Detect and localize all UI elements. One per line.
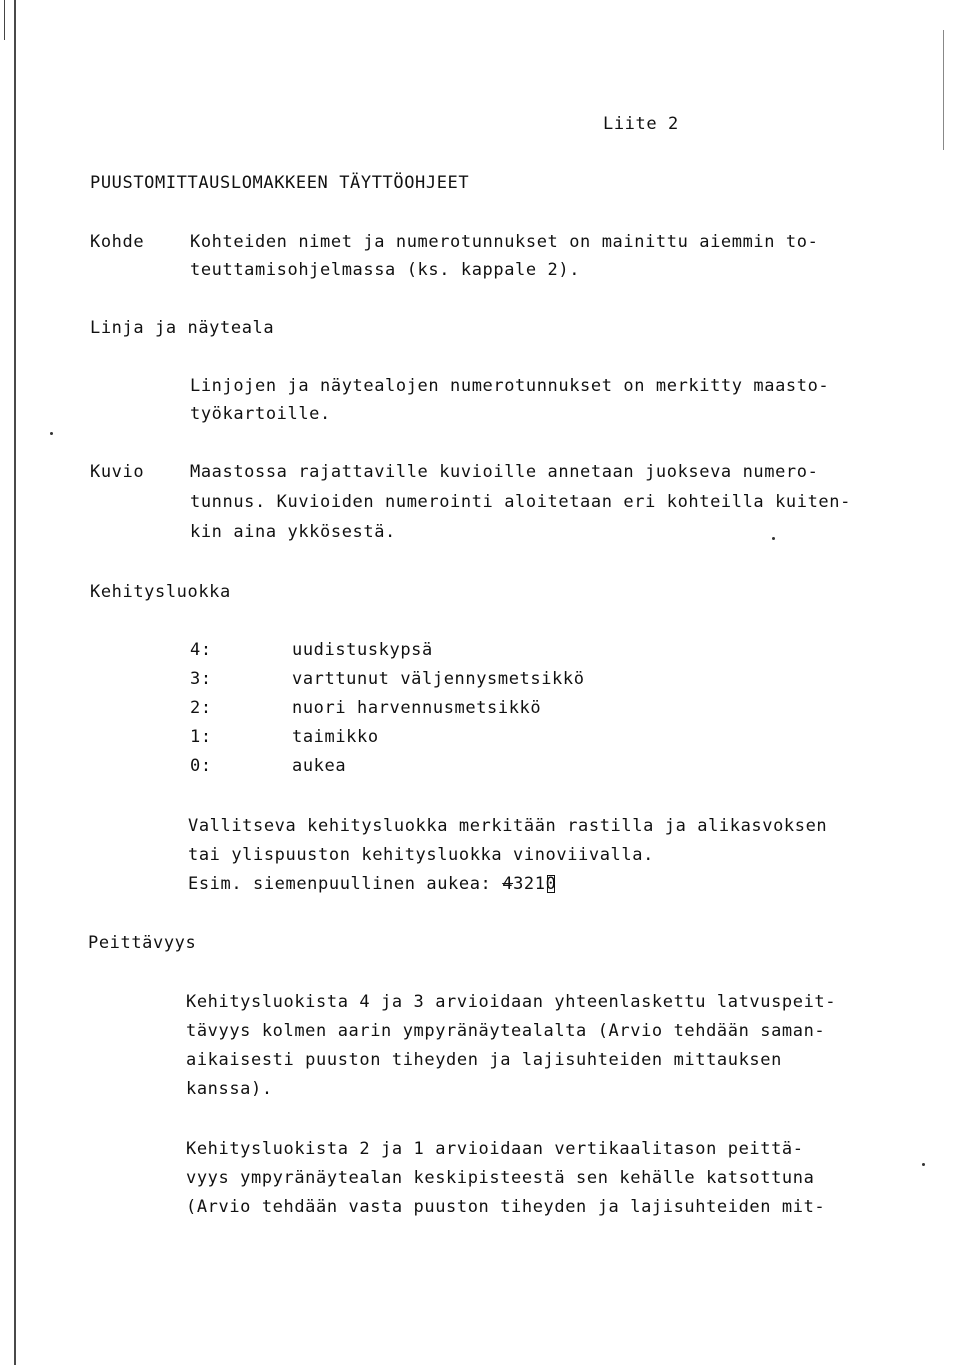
- appendix-label: Liite 2: [603, 114, 679, 134]
- section-label-linja: Linja ja näyteala: [90, 318, 275, 338]
- kuvio-line: tunnus. Kuvioiden numerointi aloitetaan eri kohteilla kuiten-: [190, 492, 851, 512]
- class-code: 1:: [190, 727, 212, 747]
- scan-speck: [922, 1163, 925, 1166]
- kehitysluokka-note: tai ylispuuston kehitysluokka vinoviivalla.: [188, 845, 654, 865]
- kehitysluokka-note: Vallitseva kehitysluokka merkitään rastilla ja alikasvoksen: [188, 816, 828, 836]
- section-label-peittavyys: Peittävyys: [88, 933, 197, 953]
- example-prefix: Esim. siemenpuullinen aukea:: [188, 874, 503, 894]
- example-digits: 321: [513, 874, 546, 894]
- class-code: 0:: [190, 756, 212, 776]
- scan-right-edge: [943, 30, 944, 150]
- peittavyys-para2-line: (Arvio tehdään vasta puuston tiheyden ja lajisuhteiden mit-: [186, 1197, 826, 1217]
- linja-line: työkartoille.: [190, 404, 331, 424]
- peittavyys-para1-line: kanssa).: [186, 1079, 273, 1099]
- linja-line: Linjojen ja näytealojen numerotunnukset on merkitty maasto-: [190, 376, 830, 396]
- class-name: nuori harvennusmetsikkö: [292, 698, 542, 718]
- peittavyys-para1-line: Kehitysluokista 4 ja 3 arvioidaan yhteenlaskettu latvuspeit-: [186, 992, 837, 1012]
- scan-speck: [50, 432, 53, 435]
- class-code: 3:: [190, 669, 212, 689]
- kuvio-line: kin aina ykkösestä.: [190, 522, 396, 542]
- scan-left-edge: [14, 0, 16, 1365]
- scan-speck: [772, 537, 775, 540]
- example-marked-digit: 0: [545, 874, 557, 894]
- class-name: aukea: [292, 756, 347, 776]
- peittavyys-para1-line: tävyys kolmen aarin ympyränäytealalta (Arvio tehdään saman-: [186, 1021, 826, 1041]
- page-title: PUUSTOMITTAUSLOMAKKEEN TÄYTTÖOHJEET: [90, 173, 470, 193]
- kohde-line: teuttamisohjelmassa (ks. kappale 2).: [190, 260, 581, 280]
- kuvio-line: Maastossa rajattaville kuvioille annetaan juokseva numero-: [190, 462, 819, 482]
- class-name: varttunut väljennysmetsikkö: [292, 669, 585, 689]
- class-code: 2:: [190, 698, 212, 718]
- class-name: taimikko: [292, 727, 379, 747]
- example-line: [188, 873, 556, 895]
- section-label-kehitysluokka: Kehitysluokka: [90, 582, 231, 602]
- peittavyys-para1-line: aikaisesti puuston tiheyden ja lajisuhteiden mittauksen: [186, 1050, 782, 1070]
- section-label-kohde: Kohde: [90, 232, 145, 252]
- peittavyys-para2-line: vyys ympyränäytealan keskipisteestä sen kehälle katsottuna: [186, 1168, 815, 1188]
- peittavyys-para2-line: Kehitysluokista 2 ja 1 arvioidaan vertikaalitason peittä-: [186, 1139, 804, 1159]
- class-name: uudistuskypsä: [292, 640, 433, 660]
- scan-left-mark: [4, 0, 5, 40]
- kohde-line: Kohteiden nimet ja numerotunnukset on mainittu aiemmin to-: [190, 232, 819, 252]
- section-label-kuvio: Kuvio: [90, 462, 145, 482]
- example-struck-digit: 4: [502, 874, 514, 894]
- class-code: 4:: [190, 640, 212, 660]
